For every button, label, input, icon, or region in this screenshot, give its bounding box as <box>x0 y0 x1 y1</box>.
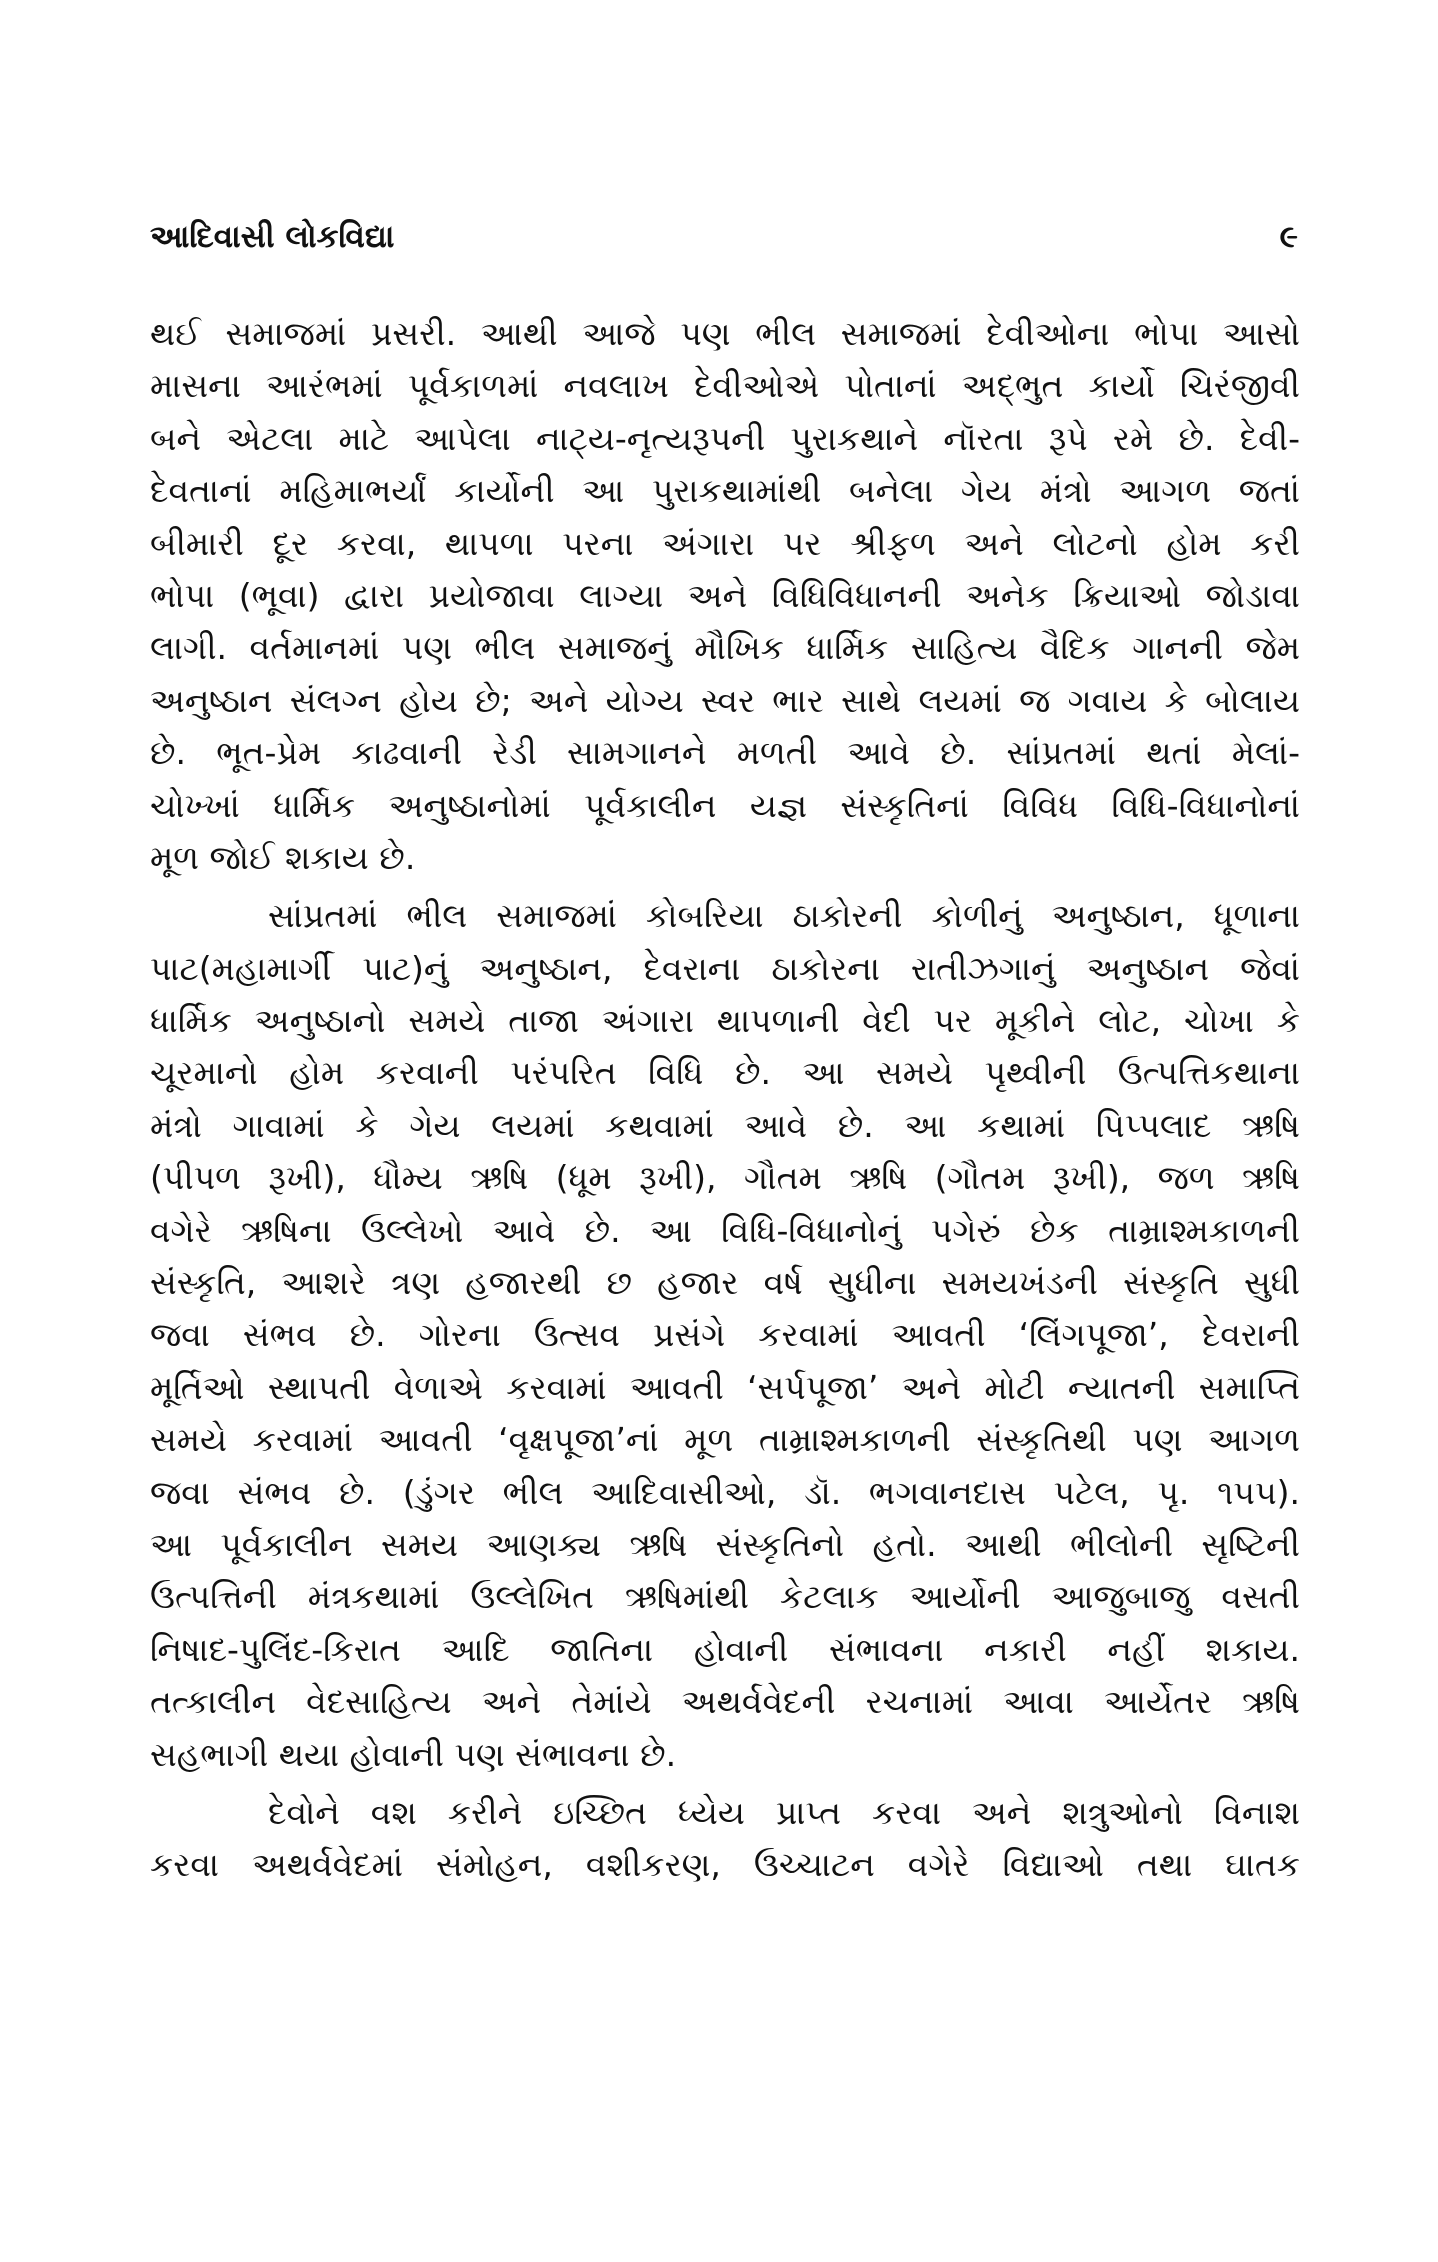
text-line: સમયે કરવામાં આવતી ‘વૃક્ષપૂજા’નાં મૂળ તામ્રાશ્મકાળની સંસ્કૃતિથી પણ આગળ <box>150 1420 1300 1460</box>
text-line: લાગી. વર્તમાનમાં પણ ભીલ સમાજનું મૌખિક ધાર્મિક સાહિત્ય વૈદિક ગાનની જેમ <box>150 628 1300 668</box>
text-line: (પીપળ રૂખી), ધૌમ્ય ઋષિ (ધૂમ રૂખી), ગૌતમ ઋષિ (ગૌતમ રૂખી), જળ ઋષિ <box>150 1158 1300 1198</box>
paragraph-2 <box>150 890 1300 1781</box>
paragraph-3 <box>150 1787 1300 1892</box>
text-line: થઈ સમાજમાં પ્રસરી. આથી આજે પણ ભીલ સમાજમાં દેવીઓના ભોપા આસો <box>150 314 1300 353</box>
text-line: સંસ્કૃતિ, આશરે ત્રણ હજારથી છ હજાર વર્ષ સુધીના સમયખંડની સંસ્કૃતિ સુધી <box>150 1263 1300 1303</box>
text-line: પાટ(મહામાર્ગી પાટ)નું અનુષ્ઠાન, દેવરાના ઠાકોરના રાતીઝગાનું અનુષ્ઠાન જેવાં <box>150 948 1300 988</box>
text-line: જવા સંભવ છે. ગોરના ઉત્સવ પ્રસંગે કરવામાં આવતી ‘લિંગપૂજા’, દેવરાની <box>150 1315 1300 1355</box>
text-line: છે. ભૂત-પ્રેમ કાઢવાની રેડી સામગાનને મળતી આવે છે. સાંપ્રતમાં થતાં મેલાં- <box>150 733 1300 773</box>
running-head: આદિવાસી લોકવિદ્યા <box>150 219 395 255</box>
text-line: સાંપ્રતમાં ભીલ સમાજમાં કોબરિયા ઠાકોરની કોળીનું અનુષ્ઠાન, ધૂળાના <box>268 896 1300 936</box>
text-line: ઉત્પત્તિની મંત્રકથામાં ઉલ્લેખિત ઋષિમાંથી કેટલાક આર્યોની આજુબાજુ વસતી <box>150 1577 1300 1617</box>
text-line: બને એટલા માટે આપેલા નાટ્ય-નૃત્યરૂપની પુરાકથાને નૉરતા રૂપે રમે છે. દેવી- <box>150 418 1300 458</box>
text-line: માસના આરંભમાં પૂર્વકાળમાં નવલાખ દેવીઓએ પોતાનાં અદ્‌ભુત કાર્યો ચિરંજીવી <box>150 366 1300 406</box>
paragraph-1 <box>150 308 1300 884</box>
text-line: બીમારી દૂર કરવા, થાપળા પરના અંગારા પર શ્રીફળ અને લોટનો હોમ કરી <box>150 523 1300 563</box>
text-line: જવા સંભવ છે. (ડુંગર ભીલ આદિવાસીઓ, ડૉ. ભગવાનદાસ પટેલ, પૃ. ૧૫૫). <box>150 1472 1300 1512</box>
text-line: ધાર્મિક અનુષ્ઠાનો સમયે તાજા અંગારા થાપળાની વેદી પર મૂકીને લોટ, ચોખા કે <box>150 1001 1300 1041</box>
text-line: કરવા અથર્વવેદમાં સંમોહન, વશીકરણ, ઉચ્ચાટન વગેરે વિદ્યાઓ તથા ઘાતક <box>150 1845 1300 1885</box>
page-number: ૯ <box>1279 219 1298 255</box>
text-line: ચૂરમાનો હોમ કરવાની પરંપરિત વિધિ છે. આ સમયે પૃથ્વીની ઉત્પત્તિકથાના <box>150 1053 1300 1093</box>
text-line: દેવોને વશ કરીને ઇચ્છિત ધ્યેય પ્રાપ્ત કરવા અને શત્રુઓનો વિનાશ <box>268 1792 1300 1832</box>
body-text <box>150 308 1300 1892</box>
page-header <box>150 212 1298 262</box>
text-line: મૂળ જોઈ શકાય છે. <box>150 837 416 877</box>
text-line: આ પૂર્વકાલીન સમય આણક્ય ઋષિ સંસ્કૃતિનો હતો. આથી ભીલોની સૃષ્ટિની <box>150 1524 1300 1564</box>
text-line: નિષાદ-પુલિંદ-કિરાત આદિ જાતિના હોવાની સંભાવના નકારી નહીં શકાય. <box>150 1629 1300 1669</box>
text-line: ચોખ્ખાં ધાર્મિક અનુષ્ઠાનોમાં પૂર્વકાલીન યજ્ઞ સંસ્કૃતિનાં વિવિધ વિધિ-વિધાનોનાં <box>150 785 1300 825</box>
text-line: મંત્રો ગાવામાં કે ગેય લયમાં કથવામાં આવે છે. આ કથામાં પિપ્પલાદ ઋષિ <box>150 1105 1300 1145</box>
text-line: તત્કાલીન વેદસાહિત્ય અને તેમાંયે અથર્વવેદની રચનામાં આવા આર્યેતર ઋષિ <box>150 1682 1300 1722</box>
text-line: દેવતાનાં મહિમાભર્યાં કાર્યોની આ પુરાકથામાંથી બનેલા ગેય મંત્રો આગળ જતાં <box>150 471 1300 511</box>
text-line: ભોપા (ભૂવા) દ્વારા પ્રયોજાવા લાગ્યા અને વિધિવિધાનની અનેક ક્રિયાઓ જોડાવા <box>150 575 1300 615</box>
text-line: મૂર્તિઓ સ્થાપતી વેળાએ કરવામાં આવતી ‘સર્પપૂજા’ અને મોટી ન્યાતની સમાપ્તિ <box>150 1367 1300 1407</box>
text-line: સહભાગી થયા હોવાની પણ સંભાવના છે. <box>150 1734 677 1774</box>
text-line: વગેરે ઋષિના ઉલ્લેખો આવે છે. આ વિધિ-વિધાનોનું પગેરું છેક તામ્રાશ્મકાળની <box>150 1210 1300 1250</box>
text-line: અનુષ્ઠાન સંલગ્ન હોય છે; અને યોગ્ય સ્વર ભાર સાથે લયમાં જ ગવાય કે બોલાય <box>150 680 1300 720</box>
